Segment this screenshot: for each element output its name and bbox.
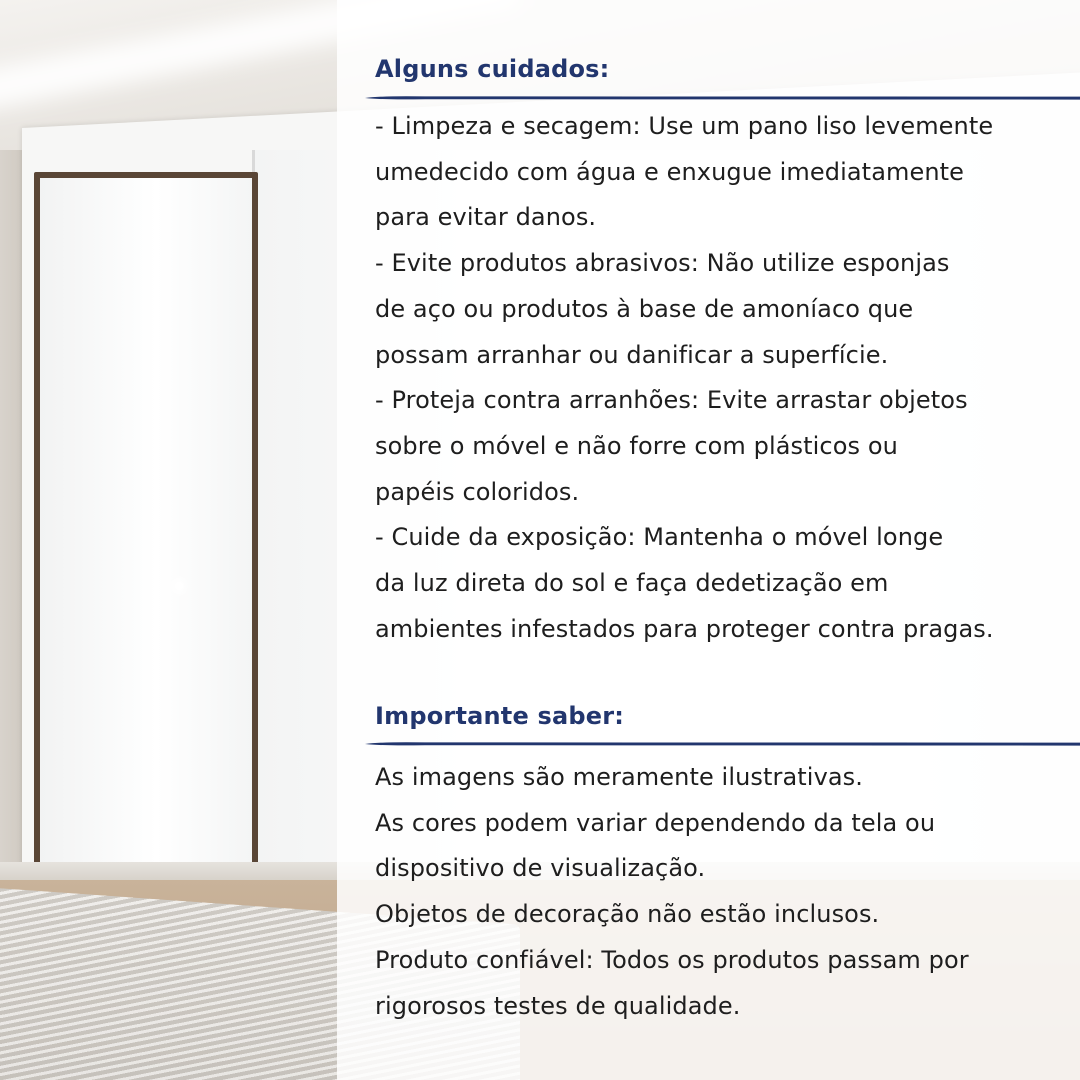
important-title-underline: [365, 741, 1080, 747]
care-line: - Cuide da exposição: Mantenha o móvel longe: [375, 523, 944, 552]
note-line: dispositivo de visualização.: [375, 854, 706, 883]
care-line: da luz direta do sol e faça dedetização em: [375, 569, 889, 598]
care-line: sobre o móvel e não forre com plásticos ou: [375, 431, 898, 460]
note-line: rigorosos testes de qualidade.: [375, 991, 741, 1020]
care-line: de aço ou produtos à base de amoníaco que: [375, 294, 914, 323]
note-line: Objetos de decoração não estão inclusos.: [375, 900, 880, 929]
note-line: As imagens são meramente ilustrativas.: [375, 763, 864, 791]
wardrobe-door-left: [34, 172, 258, 874]
care-section-title: Alguns cuidados:: [375, 55, 610, 83]
care-line: possam arranhar ou danificar a superfície.: [375, 340, 889, 369]
care-line: - Proteja contra arranhões: Evite arrastar objetos: [375, 386, 968, 415]
care-line: umedecido com água e enxugue imediatamente: [375, 157, 965, 186]
important-section-title: Importante saber:: [375, 702, 625, 730]
care-line: para evitar danos.: [375, 203, 597, 232]
care-instructions: [375, 104, 1065, 652]
important-notes: [375, 755, 1065, 1029]
light-reflection: [175, 582, 183, 590]
care-line: - Limpeza e secagem: Use um pano liso levemente: [375, 112, 994, 140]
care-title-underline: [365, 95, 1080, 101]
note-line: Produto confiável: Todos os produtos passam por: [375, 945, 969, 974]
care-line: papéis coloridos.: [375, 477, 580, 506]
note-line: As cores podem variar dependendo da tela ou: [375, 808, 936, 837]
care-line: ambientes infestados para proteger contra pragas.: [375, 614, 994, 643]
care-line: - Evite produtos abrasivos: Não utilize esponjas: [375, 249, 950, 278]
